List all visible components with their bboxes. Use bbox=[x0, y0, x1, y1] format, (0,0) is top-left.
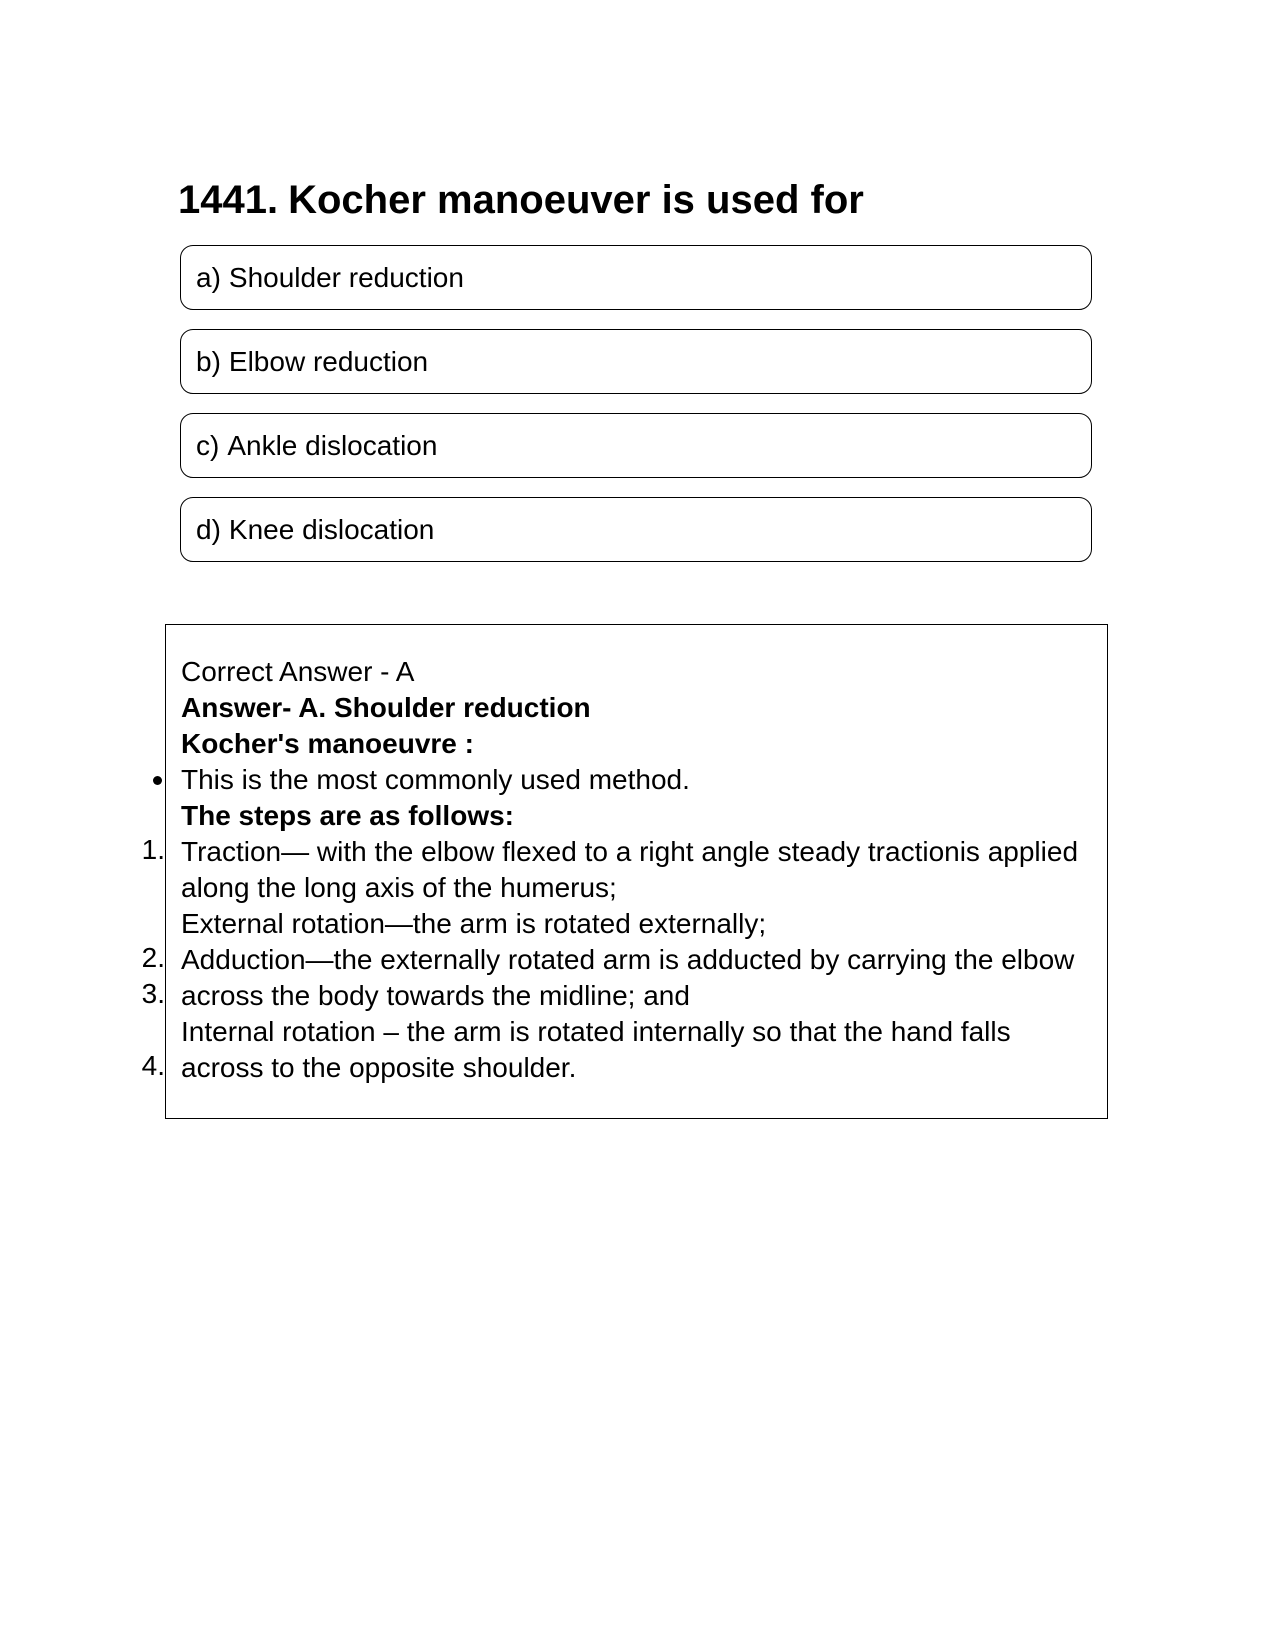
option-letter: d) bbox=[196, 513, 221, 545]
option-a[interactable] bbox=[180, 245, 1092, 310]
question-number: 1441. bbox=[178, 178, 279, 222]
list-marker-column bbox=[141, 624, 165, 1119]
answer-content bbox=[181, 654, 1091, 1086]
step-item bbox=[181, 834, 1091, 906]
step-text: External rotation—the arm is rotated externally; bbox=[181, 908, 767, 939]
step-marker-1: 1. bbox=[141, 834, 165, 865]
answer-heading: Answer- A. Shoulder reduction bbox=[181, 692, 591, 723]
step-marker-2: 2. bbox=[141, 942, 165, 973]
option-text: Knee dislocation bbox=[228, 513, 435, 545]
step-item bbox=[181, 906, 1091, 942]
step-item bbox=[181, 1014, 1091, 1086]
step-text: Adduction—the externally rotated arm is adducted by carrying the elbow across the body towards the midline; and bbox=[181, 944, 1075, 1011]
step-marker-3: 3. bbox=[141, 978, 165, 1009]
option-text: Ankle dislocation bbox=[227, 429, 438, 461]
question-text: Kocher manoeuver is used for bbox=[288, 178, 864, 222]
step-text: Traction— with the elbow flexed to a right angle steady tractionis applied along the long axis of the humerus; bbox=[181, 836, 1079, 903]
option-d[interactable] bbox=[180, 497, 1092, 562]
bullet-dot-icon bbox=[153, 776, 162, 785]
bullet-text: This is the most commonly used method. bbox=[181, 764, 690, 795]
manoeuvre-heading: Kocher's manoeuvre : bbox=[181, 728, 474, 759]
bullet-item bbox=[181, 762, 1091, 798]
correct-answer-line: Correct Answer - A bbox=[181, 656, 415, 687]
option-text: Shoulder reduction bbox=[228, 261, 464, 293]
steps-heading: The steps are as follows: bbox=[181, 800, 514, 831]
option-b[interactable] bbox=[180, 329, 1092, 394]
option-letter: a) bbox=[196, 261, 221, 293]
option-text: Elbow reduction bbox=[228, 345, 429, 377]
step-item bbox=[181, 942, 1091, 1014]
option-letter: c) bbox=[196, 429, 220, 461]
step-marker-4: 4. bbox=[141, 1050, 165, 1081]
option-c[interactable] bbox=[180, 413, 1092, 478]
step-text: Internal rotation – the arm is rotated internally so that the hand falls across to the opposite shoulder. bbox=[181, 1016, 1011, 1083]
question-title bbox=[178, 176, 864, 224]
option-letter: b) bbox=[196, 345, 221, 377]
